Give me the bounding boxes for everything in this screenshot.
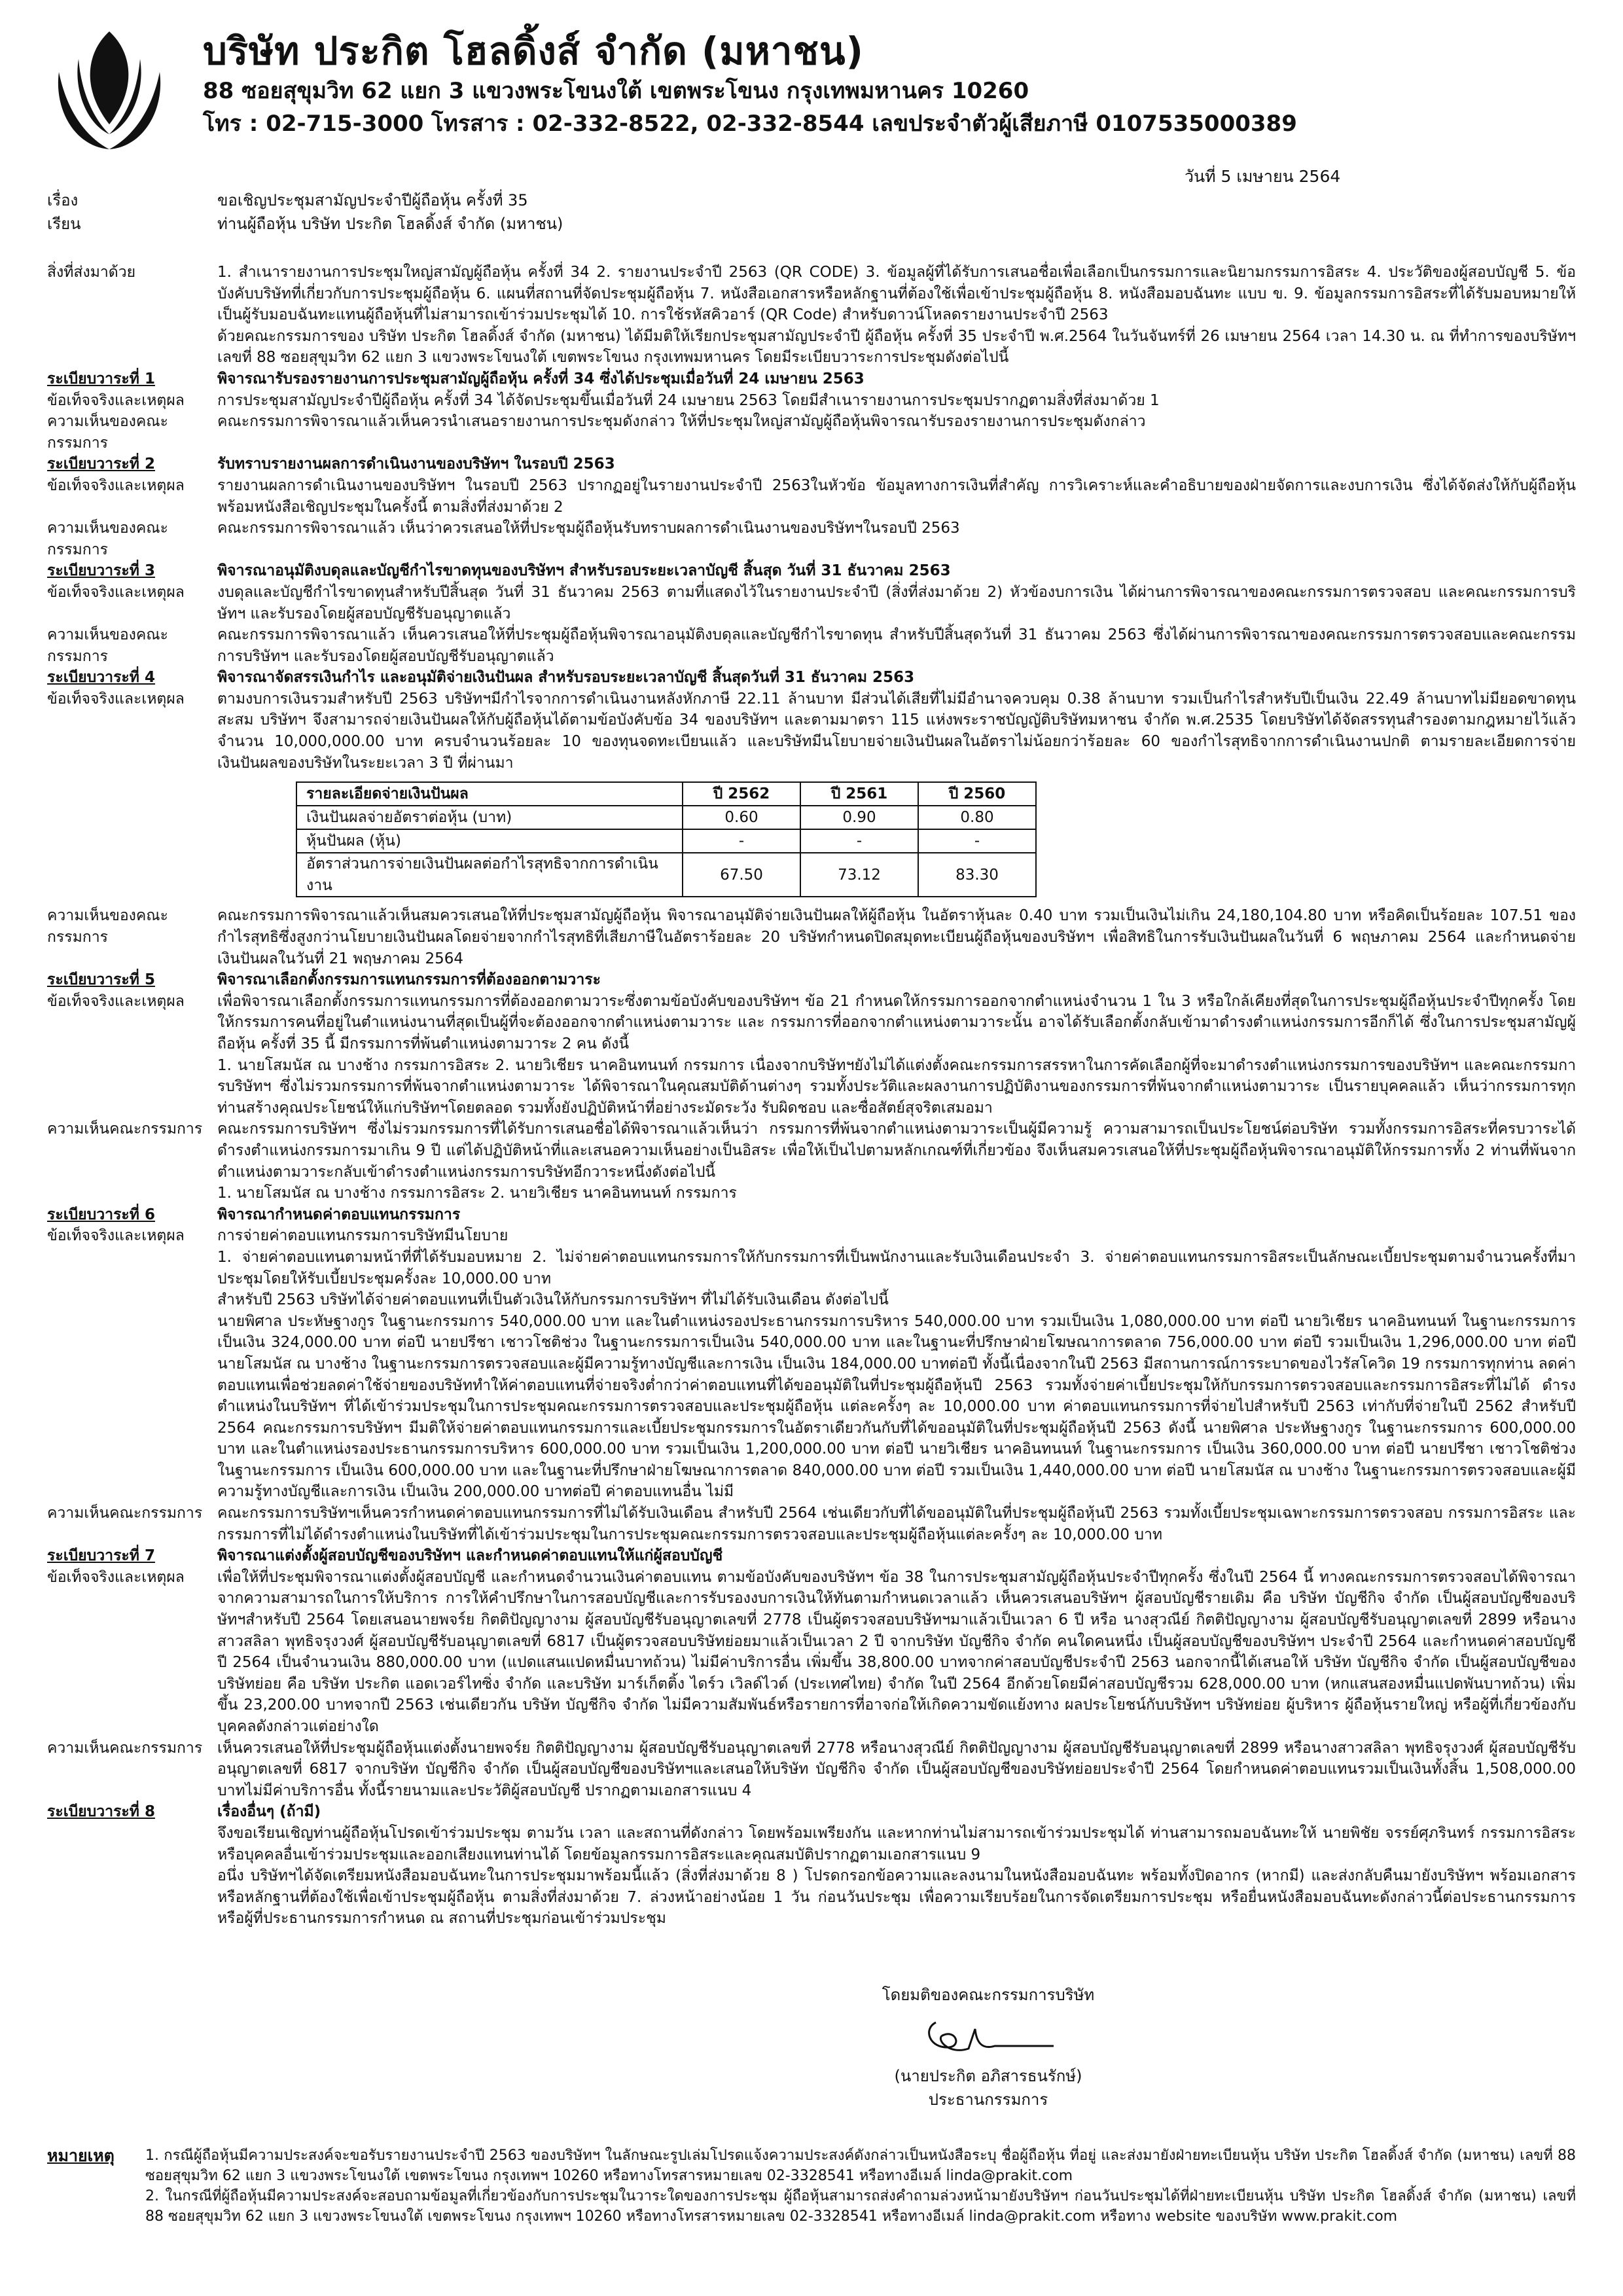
table-row [296,853,1036,897]
agenda-1-facts-label: ข้อเท็จจริงและเหตุผล [47,391,185,409]
notes-label: หมายเหตุ [47,2146,115,2165]
signatory-position: ประธานกรรมการ [928,2090,1048,2109]
agenda-6-facts-2: 1. จ่ายค่าตอบแทนตามหน้าที่ที่ได้รับมอบหมาย 2. ไม่จ่ายค่าตอบแทนกรรมการให้กับกรรมการที่เป็นพนักงานและรับเงินเดือนประจำ 3. จ่ายค่าตอบแทนกรรมการอิสระเป็นลักษณะเบี้ยประชุมตามจำนวนครั้งที่มาประชุมโดยให้รับเบี้ยประชุมครั้งละ 10,000.00 บาท [217,1248,1576,1287]
attachments-text: 1. สำเนารายงานการประชุมใหญ่สามัญผู้ถือหุ้น ครั้งที่ 34 2. รายงานประจำปี 2563 (QR CODE) 3. ข้อมูลผู้ที่ได้รับการเสนอชื่อเพื่อเลือกเป็นกรรมการและนิยามกรรมการอิสระ 4. ประวัติของผู้สอบบัญชี 5. ข้อบังคับบริษัทที่เกี่ยวกับการประชุมผู้ถือหุ้น 6. แผนที่สถานที่จัดประชุมผู้ถือหุ้น 7. หนังสือเอกสารหรือหลักฐานที่ต้องใช้เพื่อเข้าประชุมผู้ถือหุ้น 8. หนังสือมอบฉันทะ แบบ ข. 9. ข้อมูลกรรมการอิสระที่ได้รับมอบหมายให้เป็นผู้รับมอบฉันทะแทนผู้ถือหุ้นที่ไม่สามารถเข้าร่วมประชุมได้ 10. การใช้รหัสคิวอาร์ (QR Code) สำหรับดาวน์โหลดรายงานประจำปี 2563 [217,264,1576,324]
agenda-2-opinion: คณะกรรมการพิจารณาแล้ว เห็นว่าควรเสนอให้ที่ประชุมผู้ถือหุ้นรับทราบผลการดำเนินงานของบริษัทฯในรอบปี 2563 [217,520,960,537]
agenda-1-facts: การประชุมสามัญประจำปีผู้ถือหุ้น ครั้งที่ 34 ได้จัดประชุมขึ้นเมื่อวันที่ 24 เมษายน 2563 โดยมีสำเนารายงานการประชุมปรากฏตามสิ่งที่ส่งมาด้วย 1 [217,391,1160,409]
agenda-3-title: พิจารณาอนุมัติงบดุลและบัญชีกำไรขาดทุนของบริษัทฯ สำหรับรอบระยะเวลาบัญชี สิ้นสุด วันที่ 31 ธันวาคม 2563 [217,562,951,580]
agenda-1-title: พิจารณารับรองรายงานการประชุมสามัญผู้ถือหุ้น ครั้งที่ 34 ซึ่งได้ประชุมเมื่อวันที่ 24 เมษายน 2563 [217,370,865,387]
notes-section [47,2145,1576,2227]
company-name: บริษัท ประกิต โฮลดิ้งส์ จำกัด (มหาชน) [203,29,864,73]
agenda-3-facts: งบดุลและบัญชีกำไรขาดทุนสำหรับปีสิ้นสุด วันที่ 31 ธันวาคม 2563 ตามที่แสดงไว้ในรายงานประจำปี (สิ่งที่ส่งมาด้วย 2) หัวข้องบการเงิน ได้ผ่านการพิจารณาของคณะกรรมการตรวจสอบ และคณะกรรมการบริษัทฯ และรับรองโดยผู้สอบบัญชีรับอนุญาตแล้ว [217,583,1576,622]
agenda-8-number: ระเบียบวาระที่ 8 [47,1803,155,1821]
dividen-history-table [296,781,1037,897]
table-header-row [296,782,1036,806]
agenda-2-facts: รายงานผลการดำเนินงานของบริษัทฯ ในรอบปี 2563 ปรากฏอยู่ในรายงานประจำปี 2563ในหัวข้อ ข้อมูลทางการเงินที่สำคัญ การวิเคราะห์และคำอธิบายของฝ่ายจัดการและงบการเงิน ซึ่งได้จัดส่งให้กับผู้ถือหุ้นพร้อมหนังสือเชิญประชุมในครั้งนี้ ตามสิ่งที่ส่งมาด้วย 2 [217,476,1576,516]
table-row [296,829,1036,853]
table-cell: - [800,829,918,853]
agenda-6-opinion-label: ความเห็นคณะกรรมการ [47,1505,203,1522]
table-header-cell: ปี 2561 [800,782,918,806]
agenda-4-opinion: คณะกรรมการพิจารณาแล้วเห็นสมควรเสนอให้ที่ประชุมสามัญผู้ถือหุ้น พิจารณาอนุมัติจ่ายเงินปันผลให้ผู้ถือหุ้น ในอัตราหุ้นละ 0.40 บาท รวมเป็นเงินไม่เกิน 24,180,104.80 บาท หรือคิดเป็นร้อยละ 107.51 ของกำไรสุทธิซึ่งสูงกว่านโยบายเงินปันผลโดยจ่ายจากกำไรสุทธิที่เสียภาษีในอัตราร้อยละ 20 บริษัทกำหนดปิดสมุดทะเบียนผู้ถือหุ้นของบริษัทฯ เพื่อสิทธิในการรับเงินปันผลในวันที่ 6 พฤษภาคม 2564 และกำหนดจ่ายเงินปันผลในวันที่ 21 พฤษภาคม 2564 [217,907,1576,967]
agenda-2-title: รับทราบรายงานผลการดำเนินงานของบริษัทฯ ในรอบปี 2563 [217,456,615,473]
note-item: 2. ในกรณีที่ผู้ถือหุ้นมีความประสงค์จะสอบถามข้อมูลที่เกี่ยวข้องกับการประชุมในวาระใดของการประชุม ผู้ถือหุ้นสามารถส่งคำถามล่วงหน้ามายังบริษัทฯ ก่อนวันประชุมได้ที่ฝ่ายทะเบียนหุ้น บริษัท ประกิต โฮลดิ้งส์ จำกัด (มหาชน) เลขที่ 88 ซอยสุขุมวิท 62 แยก 3 แขวงพระโขนงใต้ เขตพระโขนง กรุงเทพฯ 10260 หรือทางโทรสารหมายเลข 02-3328541 หรือทางอีเมล์ linda@prakit.com หรือทาง website ของบริษัท www.prakit.com [145,2188,1576,2225]
agenda-7-opinion-label: ความเห็นคณะกรรมการ [47,1739,203,1757]
table-cell: - [918,829,1036,853]
agenda-7-opinion: เห็นควรเสนอให้ที่ประชุมผู้ถือหุ้นแต่งตั้งนายพจร์ย กิตติปัญญางาม ผู้สอบบัญชีรับอนุญาตเลขที่ 2778 หรือนางสุวณีย์ กิตติปัญญางาม ผู้สอบบัญชีรับอนุญาตเลขที่ 2899 หรือนางสาวสลิลา พุทธิจรุงวงศ์ ผู้สอบบัญชีรับอนุญาตเลขที่ 6817 จากบริษัท บัญชีกิจ จำกัด เป็นผู้สอบบัญชีของบริษัทฯและเสนอให้บริษัท บัญชีกิจ จำกัด เป็นผู้สอบบัญชีของบริษัทย่อยประจำปี 2564 โดยกำหนดค่าตอบแทนรวมเป็นเงินทั้งสิ้น 1,508,000.00 บาทไม่มีค่าบริการอื่น ทั้งนี้รายนามและประวัติผู้สอบบัญชี ปรากฏตามเอกสารแนบ 4 [217,1739,1576,1799]
table-cell: 73.12 [800,853,918,897]
table-row [296,806,1036,829]
agenda-7-facts: เพื่อให้ที่ประชุมพิจารณาแต่งตั้งผู้สอบบัญชี และกำหนดจำนวนเงินค่าตอบแทน ตามข้อบังคับของบริษัทฯ ข้อ 38 ในการประชุมสามัญผู้ถือหุ้นประจำปีทุกครั้ง ซึ่งในปี 2564 นี้ ทางคณะกรรมการตรวจสอบได้พิจารณาจากความสามารถในการให้บริการ การให้คำปรึกษาในการสอบบัญชีและการรับรองงบการเงินให้ทันตามกำหนดเวลาแล้ว เห็นควรเสนอบริษัทฯ ผู้สอบบัญชีรายเดิม คือ บริษัท บัญชีกิจ จำกัด เป็นผู้สอบบัญชีของบริษัทฯสำหรับปี 2564 โดยเสนอนายพจร์ย กิตติปัญญางาม ผู้สอบบัญชีรับอนุญาตเลขที่ 2778 เป็นผู้ตรวจสอบบริษัทฯมาแล้วเป็นเวลา 6 ปี หรือ นางสุวณีย์ กิตติปัญญางาม ผู้สอบบัญชีรับอนุญาตเลขที่ 2899 หรือนางสาวสลิลา พุทธิจรุงวงศ์ ผู้สอบบัญชีรับอนุญาตเลขที่ 6817 เป็นผู้ตรวจสอบบริษัทย่อยมาแล้วเป็นเวลา 2 ปี จากบริษัท บัญชีกิจ จำกัด คนใดคนหนึ่ง เป็นผู้สอบบัญชีของบริษัทฯ ประจำปี 2564 และกำหนดค่าสอบบัญชี ปี 2564 เป็นจำนวนเงิน 880,000.00 บาท (แปดแสนแปดหมื่นบาทถ้วน) ไม่มีค่าบริการอื่น เพิ่มขึ้น 38,800.00 บาทจากค่าสอบบัญชีประจำปี 2563 นอกจากนี้ได้เสนอให้ บริษัท บัญชีกิจ จำกัด เป็นผู้สอบบัญชีของบริษัทย่อย คือ บริษัท ประกิต แอดเวอร์ไทซิ่ง จำกัด และบริษัท มาร์เก็ตติ้ง ไดร์ว เวิลด์ไวด์ (ประเทศไทย) จำกัด ในปี 2564 อีกด้วยโดยมีค่าสอบบัญชีรวม 628,000.00 บาท (หกแสนสองหมื่นแปดพันบาทถ้วน) เพิ่มขึ้น 23,200.00 บาทจากปี 2563 เช่นเดียวกัน บริษัท บัญชีกิจ จำกัด ไม่มีความสัมพันธ์หรือรายการที่อาจก่อให้เกิดความขัดแย้งทาง ผลประโยชน์กับบริษัทฯ บริษัทย่อย ผู้บริหาร ผู้ถือหุ้นรายใหญ่ หรือผู้ที่เกี่ยวข้องกับบุคคลดังกล่าวแต่อย่างใด [217,1568,1576,1735]
agenda-6-facts: การจ่ายค่าตอบแทนกรรมการบริษัทมีนโยบาย [217,1227,508,1245]
to-text: ท่านผู้ถือหุ้น บริษัท ประกิต โฮลดิ้งส์ จำกัด (มหาชน) [217,215,563,233]
agenda-4-facts-label: ข้อเท็จจริงและเหตุผล [47,690,185,708]
note-item: 1. กรณีผู้ถือหุ้นมีความประสงค์จะขอรับรายงานประจำปี 2563 ของบริษัทฯ ในลักษณะรูปเล่มโปรดแจ้งความประสงค์ดังกล่าวเป็นหนังสือระบุ ชื่อผู้ถือหุ้น ที่อยู่ และส่งมายังฝ่ายทะเบียนหุ้น บริษัท ประกิต โฮลดิ้งส์ จำกัด (มหาชน) เลขที่ 88 ซอยสุขุมวิท 62 แยก 3 แขวงพระโขนงใต้ เขตพระโขนง กรุงเทพฯ 10260 หรือทางโทรสารหมายเลข 02-3328541 หรือทางอีเมล์ linda@prakit.com [145,2147,1576,2184]
table-cell: 0.60 [683,806,800,829]
letterhead [47,24,1576,194]
agenda-5-number: ระเบียบวาระที่ 5 [47,971,155,989]
agenda-1-opinion-label: ความเห็นของคณะกรรมการ [47,413,168,452]
table-cell: 0.80 [918,806,1036,829]
agenda-6-title: พิจารณากำหนดค่าตอบแทนกรรมการ [217,1206,461,1223]
agenda-5-facts-2: 1. นายโสมนัส ณ บางช้าง กรรมการอิสระ 2. นายวิเชียร นาคอินทนนท์ กรรมการ เนื่องจากบริษัทฯยังไม่ได้แต่งตั้งคณะกรรมการสรรหาในการคัดเลือกผู้ที่จะมาดำรงตำแหน่งกรรมการของบริษัทฯ และคณะกรรมการบริษัทฯ ซึ่งไม่รวมกรรมการที่พ้นจากตำแหน่งตามวาระ ได้พิจารณาในคุณสมบัติด้านต่างๆ รวมทั้งประวัติและผลงานการปฏิบัติงานของกรรมการที่พ้นจากตำแหน่งตามวาระ เป็นรายบุคคลแล้ว เห็นว่ากรรมการทุกท่านสร้างคุณประโยชน์ให้แก่บริษัทฯโดยตลอด รวมทั้งยังปฏิบัติหน้าที่อย่างระมัดระวัง รับผิดชอบ และซื่อสัตย์สุจริตเสมอมา [217,1056,1576,1117]
agenda-5-opinion-label: ความเห็นคณะกรรมการ [47,1121,203,1138]
agenda-7-title: พิจารณาแต่งตั้งผู้สอบบัญชีของบริษัทฯ และกำหนดค่าตอบแทนให้แก่ผู้สอบบัญชี [217,1547,723,1565]
agenda-5-opinion-2: 1. นายโสมนัส ณ บางช้าง กรรมการอิสระ 2. นายวิเชียร นาคอินทนนท์ กรรมการ [217,1185,737,1202]
intro-text: ด้วยคณะกรรมการของ บริษัท ประกิต โฮลดิ้งส์ จำกัด (มหาชน) ได้มีมติให้เรียกประชุมสามัญประจำปี ผู้ถือหุ้น ครั้งที่ 35 ประจำปี พ.ศ.2564 ในวันจันทร์ที่ 26 เมษายน 2564 เวลา 14.30 น. ณ ที่ทำการของบริษัทฯ เลขที่ 88 ซอยสุขุมวิท 62 แยก 3 แขวงพระโขนงใต้ เขตพระโขนง กรุงเทพมหานคร โดยมีระเบียบวาระการประชุมดังต่อไปนี้ [217,327,1576,367]
by-order-text: โดยมติของคณะกรรมการบริษัท [882,1986,1095,2004]
agenda-5-facts: เพื่อพิจารณาเลือกตั้งกรรมการแทนกรรมการที่ต้องออกตามวาระซึ่งตามข้อบังคับของบริษัทฯ ข้อ 21 กำหนดให้กรรมการออกจากตำแหน่งจำนวน 1 ใน 3 หรือใกล้เคียงที่สุดในการประชุมผู้ถือหุ้นประจำปีทุกครั้ง โดยให้กรรมการคนที่อยู่ในตำแหน่งนานที่สุดเป็นผู้ที่จะต้องออกจากตำแหน่งตามวาระ และ กรรมการที่ออกจากตำแหน่งตามวาระนั้น อาจได้รับเลือกตั้งกลับเข้ามาดำรงตำแหน่งกรรมการอีกก็ได้ ซึ่งในการประชุมสามัญผู้ถือหุ้น ครั้งที่ 35 นี้ มีกรรมการที่พ้นตำแหน่งตามวาระ 2 คน ดังนี้ [217,992,1576,1052]
agenda-6-opinion: คณะกรรมการบริษัทฯเห็นควรกำหนดค่าตอบแทนกรรมการที่ไม่ได้รับเงินเดือน สำหรับปี 2564 เช่นเดียวกับที่ได้ขออนุมัติในที่ประชุมผู้ถือหุ้นปี 2563 รวมทั้งเบี้ยประชุมเฉพาะกรรมการตรวจสอบ กรรมการอิสระ และกรรมการที่ไม่ได้ดำรงตำแหน่งในบริษัทที่ได้เข้าร่วมประชุมในการประชุมคณะกรรมการตรวจสอบและประชุมผู้ถือหุ้นแต่ละครั้งๆ ละ 10,000.00 บาท [217,1505,1576,1543]
table-cell: 83.30 [918,853,1036,897]
agenda-5-title: พิจารณาเลือกตั้งกรรมการแทนกรรมการที่ต้องออกตามวาระ [217,971,601,989]
company-contact: โทร : 02-715-3000 โทรสาร : 02-332-8522, 02-332-8544 เลขประจำตัวผู้เสียภาษี 0107535000389 [203,111,1297,137]
agenda-4-number: ระเบียบวาระที่ 4 [47,669,155,687]
agenda-4-title: พิจารณาจัดสรรเงินกำไร และอนุมัติจ่ายเงินปันผล สำหรับรอบระยะเวลาบัญชี สิ้นสุดวันที่ 31 ธันวาคม 2563 [217,669,915,687]
attachments-label: สิ่งที่ส่งมาด้วย [47,264,136,281]
agenda-2-number: ระเบียบวาระที่ 2 [47,456,155,473]
company-logo-icon [47,26,171,157]
agenda-6-facts-label: ข้อเท็จจริงและเหตุผล [47,1227,185,1245]
table-cell: 67.50 [683,853,800,897]
agenda-3-number: ระเบียบวาระที่ 3 [47,562,155,580]
agenda-4-opinion-label: ความเห็นของคณะกรรมการ [47,907,168,946]
subject-label: เรื่อง [47,191,79,209]
agenda-8-paragraph-1: จึงขอเรียนเชิญท่านผู้ถือหุ้นโปรดเข้าร่วมประชุม ตามวัน เวลา และสถานที่ดังกล่าว โดยพร้อมเพรียงกัน และหากท่านไม่สามารถเข้าร่วมประชุมได้ ท่านสามารถมอบฉันทะให้ นายพิชัย จรรย์ศุภรินทร์ กรรมการอิสระ หรือบุคคลอื่นเข้าร่วมประชุมและออกเสียงแทนท่านได้ โดยข้อมูลกรรมการอิสระและคุณสมบัติปรากฏตามเอกสารแนบ 9 [217,1824,1576,1863]
table-cell: - [683,829,800,853]
agenda-5-opinion: คณะกรรมการบริษัทฯ ซึ่งไม่รวมกรรมการที่ได้รับการเสนอชื่อได้พิจารณาแล้วเห็นว่า กรรมการที่พ้นจากตำแหน่งตามวาระเป็นผู้มีความรู้ ความสามารถเป็นประโยชน์ต่อบริษัท รวมทั้งกรรมการอิสระที่ครบวาระได้ดำรงตำแหน่งกรรมการมาเกิน 9 ปี แต่ได้ปฏิบัติหน้าที่และเสนอความเห็นอย่างเป็นอิสระ เพื่อให้เป็นไปตามหลักเกณฑ์ที่เกี่ยวข้อง จึงเห็นสมควรเสนอให้ที่ประชุมผู้ถือหุ้นพิจารณาอนุมัติให้กรรมการทั้ง 2 ท่านที่พ้นจากตำแหน่งตามวาระกลับเข้าดำรงตำแหน่งกรรมการบริษัทอีกวาระหนึ่งดังต่อไปนี้ [217,1121,1576,1181]
letter-body [47,262,1576,1929]
company-address: 88 ซอยสุขุมวิท 62 แยก 3 แขวงพระโขนงใต้ เขตพระโขนง กรุงเทพมหานคร 10260 [203,78,1029,104]
signature-block [838,1983,1139,2111]
agenda-5-facts-label: ข้อเท็จจริงและเหตุผล [47,992,185,1010]
agenda-7-facts-label: ข้อเท็จจริงและเหตุผล [47,1568,185,1586]
table-header-cell: ปี 2562 [683,782,800,806]
agenda-6-facts-3: สำหรับปี 2563 บริษัทได้จ่ายค่าตอบแทนที่เป็นตัวเงินให้กับกรรมการบริษัทฯ ที่ไม่ได้รับเงินเดือน ดังต่อไปนี้ [217,1291,889,1309]
agenda-3-opinion-label: ความเห็นของคณะกรรมการ [47,626,168,665]
agenda-6-facts-4: นายพิศาล ประหัษฐางกูร ในฐานะกรรมการ 540,000.00 บาท และในตำแหน่งรองประธานกรรมการบริหาร 540,000.00 บาท รวมเป็นเงิน 1,080,000.00 บาท ต่อปี นายวิเชียร นาคอินทนนท์ ในฐานะกรรมการ เป็นเงิน 324,000.00 บาท ต่อปี นายปรีชา เชาวโชติช่วง ในฐานะกรรมการเป็นเงิน 540,000.00 บาท และในฐานะที่ปรึกษาฝ่ายโฆษณาการตลาด 756,000.00 บาท ต่อปี รวมเป็นเงิน 1,296,000.00 บาท ต่อปี นายโสมนัส ณ บางช้าง ในฐานะกรรมการตรวจสอบและผู้มีความรู้ทางบัญชีและการเงิน เป็นเงิน 184,000.00 บาทต่อปี ทั้งนี้เนื่องจากในปี 2563 มีสถานการณ์การระบาดของไวรัสโควิด 19 กรรมการทุกท่าน ลดค่าตอบแทนเพื่อช่วยลดค่าใช้จ่ายของบริษัททำให้ค่าตอบแทนที่จ่ายจริงต่ำกว่าค่าตอบแทนที่ได้ขออนุมัติในที่ประชุมผู้ถือหุ้นปี 2563 รวมทั้งจ่ายค่าเบี้ยประชุมให้กับกรรมการตรวจสอบและกรรมการอิสระที่ไม่ได้ ดำรงตำแหน่งในบริษัทฯ ที่ได้เข้าร่วมประชุมในการประชุมคณะกรรมการตรวจสอบและประชุมผู้ถือหุ้น แต่ละครั้งๆ ละ 10,000.00 บาท ค่าตอบแทนกรรมการที่จ่ายไปสำหรับปี 2563 เท่ากับที่จ่ายในปี 2562 สำหรับปี 2564 คณะกรรมการบริษัทฯ มีมติให้จ่ายค่าตอบแทนกรรมการและเบี้ยประชุมกรรมการในอัตราเดียวกันกับที่ได้ขออนุมัติในที่ประชุมผู้ถือหุ้นปี 2563 ดังนี้ นายพิศาล ประหัษฐางกูร ในฐานะกรรมการ 600,000.00 บาท และในตำแหน่งรองประธานกรรมการบริหาร 600,000.00 บาท รวมเป็นเงิน 1,200,000.00 บาท ต่อปี นายวิเชียร นาคอินทนนท์ ในฐานะกรรมการ เป็นเงิน 360,000.00 บาท ต่อปี นายปรีชา เชาวโชติช่วง ในฐานะกรรมการ เป็นเงิน 600,000.00 บาท และในฐานะที่ปรึกษาฝ่ายโฆษณาการตลาด 840,000.00 บาท ต่อปี รวมเป็นเงิน 1,440,000.00 บาท ต่อปี นายโสมนัส ณ บางช้าง ในฐานะกรรมการตรวจสอบและผู้มีความรู้ทางบัญชีและการเงิน เป็นเงิน 200,000.00 บาทต่อปี ค่าตอบแทนอื่น ไม่มี [217,1312,1576,1501]
letter-date: วันที่ 5 เมษายน 2564 [1185,167,1341,186]
signature-icon [910,2009,1067,2062]
signatory-name: (นายประกิต อภิสารธนรักษ์) [894,2067,1082,2085]
agenda-1-opinion: คณะกรรมการพิจารณาแล้วเห็นควรนำเสนอรายงานการประชุมดังกล่าว ให้ที่ประชุมใหญ่สามัญผู้ถือหุ้นพิจารณารับรองรายงานการประชุมดังกล่าว [217,413,1146,431]
agenda-3-facts-label: ข้อเท็จจริงและเหตุผล [47,583,185,601]
table-cell: หุ้นปันผล (หุ้น) [296,829,683,853]
to-label: เรียน [47,215,81,233]
agenda-8-title: เรื่องอื่นๆ (ถ้ามี) [217,1803,321,1821]
agenda-1-number: ระเบียบวาระที่ 1 [47,370,155,387]
table-header-cell: ปี 2560 [918,782,1036,806]
subject-text: ขอเชิญประชุมสามัญประจำปีผู้ถือหุ้น ครั้งที่ 35 [217,191,528,209]
agenda-3-opinion: คณะกรรมการพิจารณาแล้ว เห็นควรเสนอให้ที่ประชุมผู้ถือหุ้นพิจารณาอนุมัติงบดุลและบัญชีกำไรขาดทุน สำหรับปีสิ้นสุดวันที่ 31 ธันวาคม 2563 ซึ่งได้ผ่านการพิจารณาของคณะกรรมการตรวจสอบและคณะกรรมการบริษัทฯ และรับรองโดยผู้สอบบัญชีรับอนุญาตแล้ว [217,626,1576,665]
agenda-6-number: ระเบียบวาระที่ 6 [47,1206,155,1223]
table-cell: อัตราส่วนการจ่ายเงินปันผลต่อกำไรสุทธิจากการดำเนินงาน [296,853,683,897]
agenda-2-opinion-label: ความเห็นของคณะกรรมการ [47,520,168,558]
agenda-8-paragraph-2: อนึ่ง บริษัทฯได้จัดเตรียมหนังสือมอบฉันทะในการประชุมมาพร้อมนี้แล้ว (สิ่งที่ส่งมาด้วย 8 ) โปรดกรอกข้อความและลงนามในหนังสือมอบฉันทะ พร้อมทั้งปิดอากร (หากมี) และส่งกลับคืนมายังบริษัทฯ พร้อมเอกสารหรือหลักฐานที่ต้องใช้เพื่อเข้าประชุมผู้ถือหุ้น ตามสิ่งที่ส่งมาด้วย 7. ล่วงหน้าอย่างน้อย 1 วัน ก่อนวันประชุม เพื่อความเรียบร้อยในการจัดเตรียมการประชุม หรือยื่นหนังสือมอบฉันทะดังกล่าวนี้ต่อประธานกรรมการหรือผู้ที่ประธานกรรมการกำหนด ณ สถานที่ประชุมก่อนเข้าร่วมประชุม [217,1867,1576,1928]
agenda-4-facts: ตามงบการเงินรวมสำหรับปี 2563 บริษัทฯมีกำไรจากการดำเนินงานหลังหักภาษี 22.11 ล้านบาท มีส่วนได้เสียที่ไม่มีอำนาจควบคุม 0.38 ล้านบาท รวมเป็นกำไรสำหรับปีเป็นเงิน 22.49 ล้านบาทไม่มียอดขาดทุนสะสม บริษัทฯ จึงสามารถจ่ายเงินปันผลให้กับผู้ถือหุ้นได้ตามข้อบังคับข้อ 34 ของบริษัทฯ และตามมาตรา 115 แห่งพระราชบัญญัติบริษัทมหาชน จำกัด พ.ศ.2535 โดยบริษัทได้จัดสรรทุนสำรองตามกฎหมายไว้แล้วจำนวน 10,000,000.00 บาท ครบจำนวนร้อยละ 10 ของทุนจดทะเบียนแล้ว และบริษัทมีนโยบายจ่ายเงินปันผลในอัตราไม่น้อยกว่าร้อยละ 60 ของกำไรสุทธิจากการดำเนินงานปกติ ตามรายละเอียดการจ่ายเงินปันผลของบริษัทในระยะเวลา 3 ปี ที่ผ่านมา [217,690,1576,772]
letter-meta [47,188,1576,236]
table-cell: 0.90 [800,806,918,829]
table-header-cell: รายละเอียดจ่ายเงินปันผล [296,782,683,806]
agenda-2-facts-label: ข้อเท็จจริงและเหตุผล [47,476,185,494]
agenda-7-number: ระเบียบวาระที่ 7 [47,1547,155,1565]
table-cell: เงินปันผลจ่ายอัตราต่อหุ้น (บาท) [296,806,683,829]
